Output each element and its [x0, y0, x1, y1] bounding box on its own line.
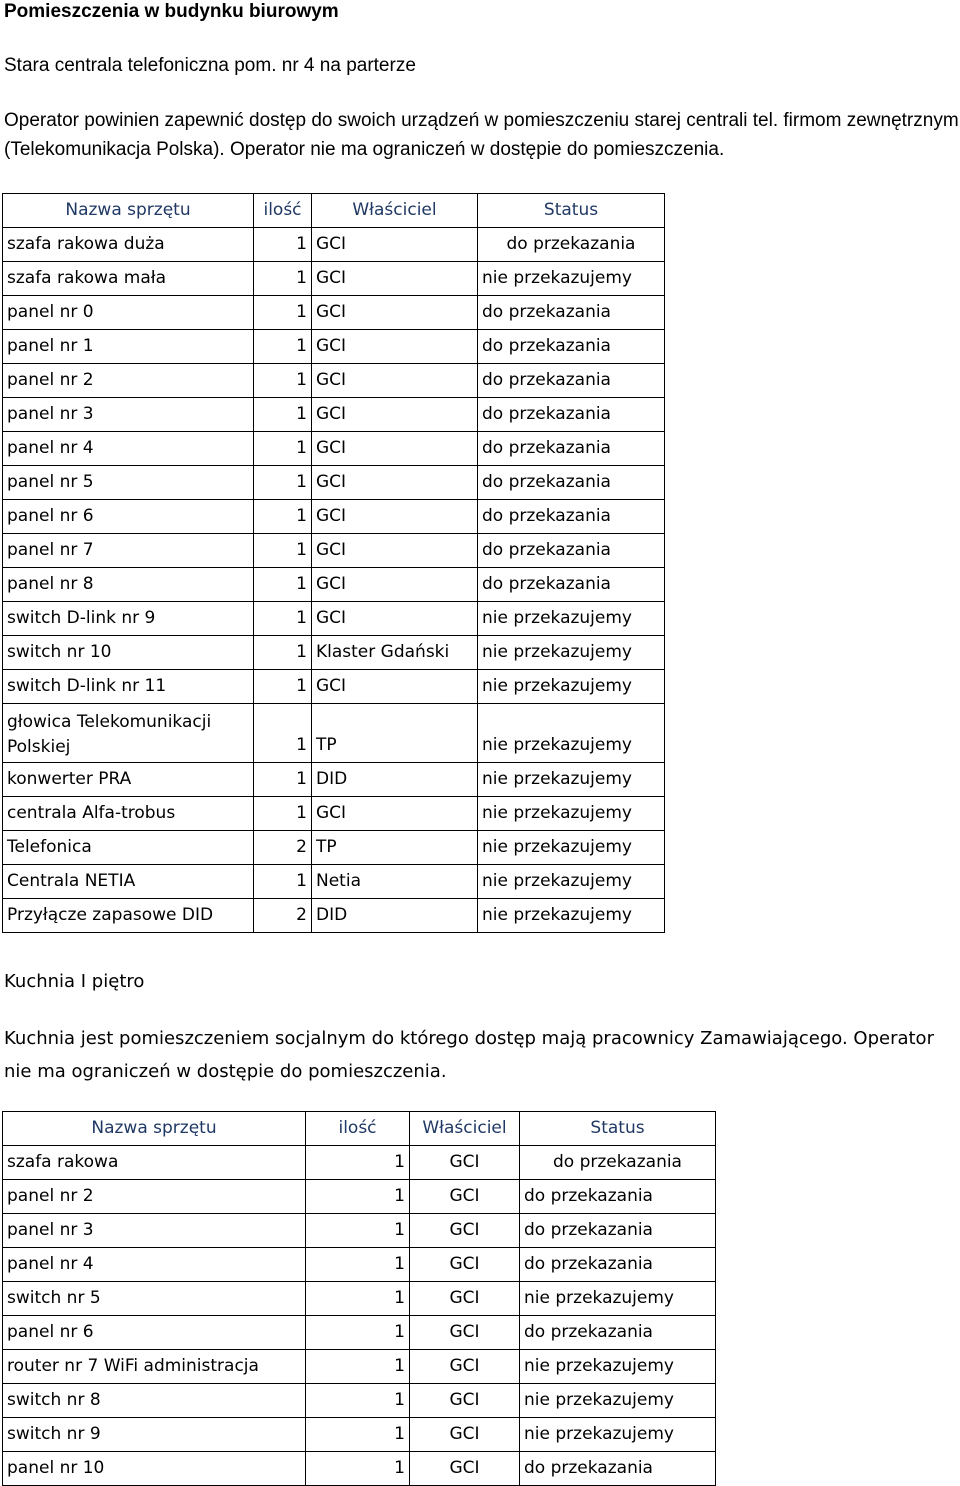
cell-owner: DID	[312, 763, 478, 797]
cell-owner: GCI	[312, 568, 478, 602]
cell-owner: GCI	[410, 1350, 520, 1384]
cell-status: nie przekazujemy	[478, 704, 665, 763]
cell-owner: GCI	[410, 1452, 520, 1486]
col-header-status: Status	[520, 1112, 716, 1146]
table-row	[3, 398, 665, 432]
cell-owner: GCI	[410, 1282, 520, 1316]
cell-name: panel nr 2	[3, 1180, 306, 1214]
cell-owner: Klaster Gdański	[312, 636, 478, 670]
cell-qty: 1	[254, 534, 312, 568]
cell-status: do przekazania	[478, 364, 665, 398]
cell-name: panel nr 4	[3, 432, 254, 466]
table-row	[3, 1282, 716, 1316]
cell-status: do przekazania	[478, 398, 665, 432]
cell-owner: GCI	[410, 1316, 520, 1350]
cell-owner: GCI	[410, 1384, 520, 1418]
col-header-status: Status	[478, 194, 665, 228]
cell-name: switch nr 10	[3, 636, 254, 670]
cell-owner: GCI	[312, 262, 478, 296]
col-header-name: Nazwa sprzętu	[3, 194, 254, 228]
cell-qty: 2	[254, 899, 312, 933]
cell-qty: 1	[254, 364, 312, 398]
table-row	[3, 636, 665, 670]
table-header-row	[3, 194, 665, 228]
cell-qty: 1	[306, 1248, 410, 1282]
cell-name: konwerter PRA	[3, 763, 254, 797]
cell-owner: TP	[312, 831, 478, 865]
room-description-1: Operator powinien zapewnić dostęp do swoich urządzeń w pomieszczeniu starej centrali tel. firmom zewnętrznym (Telekomunikacja Polska). Operator nie ma ograniczeń w dostępie do pomieszczenia.	[4, 110, 959, 160]
cell-name: panel nr 4	[3, 1248, 306, 1282]
cell-owner: GCI	[312, 330, 478, 364]
cell-name: głowica Telekomunikacji Polskiej	[3, 704, 254, 763]
cell-name: szafa rakowa mała	[3, 262, 254, 296]
table-row	[3, 899, 665, 933]
cell-name: Przyłącze zapasowe DID	[3, 899, 254, 933]
cell-status: nie przekazujemy	[520, 1418, 716, 1452]
cell-qty: 1	[254, 296, 312, 330]
cell-status: do przekazania	[520, 1452, 716, 1486]
cell-qty: 1	[254, 670, 312, 704]
col-header-name: Nazwa sprzętu	[3, 1112, 306, 1146]
cell-qty: 1	[306, 1180, 410, 1214]
cell-qty: 1	[306, 1350, 410, 1384]
cell-status: do przekazania	[478, 432, 665, 466]
cell-name: panel nr 0	[3, 296, 254, 330]
cell-status: nie przekazujemy	[478, 670, 665, 704]
table-row	[3, 1384, 716, 1418]
cell-status: nie przekazujemy	[478, 899, 665, 933]
cell-owner: TP	[312, 704, 478, 763]
cell-name: panel nr 6	[3, 500, 254, 534]
cell-qty: 1	[254, 466, 312, 500]
cell-qty: 1	[306, 1316, 410, 1350]
cell-status: nie przekazujemy	[478, 797, 665, 831]
cell-name: centrala Alfa-trobus	[3, 797, 254, 831]
cell-name: panel nr 6	[3, 1316, 306, 1350]
cell-name: panel nr 3	[3, 1214, 306, 1248]
cell-status: nie przekazujemy	[478, 763, 665, 797]
cell-owner: GCI	[312, 534, 478, 568]
col-header-owner: Właściciel	[410, 1112, 520, 1146]
cell-name: panel nr 5	[3, 466, 254, 500]
cell-name: switch nr 5	[3, 1282, 306, 1316]
table-row	[3, 568, 665, 602]
cell-status: do przekazania	[478, 500, 665, 534]
table-row	[3, 763, 665, 797]
cell-qty: 1	[306, 1282, 410, 1316]
cell-status: do przekazania	[520, 1248, 716, 1282]
cell-status: do przekazania	[520, 1316, 716, 1350]
room-title-1: Stara centrala telefoniczna pom. nr 4 na parterze	[4, 55, 416, 76]
table-row	[3, 1146, 716, 1180]
cell-status: nie przekazujemy	[478, 636, 665, 670]
cell-status: do przekazania	[520, 1214, 716, 1248]
cell-name: panel nr 8	[3, 568, 254, 602]
cell-status: do przekazania	[478, 330, 665, 364]
table-row	[3, 432, 665, 466]
cell-owner: GCI	[410, 1180, 520, 1214]
col-header-qty: ilość	[254, 194, 312, 228]
col-header-qty: ilość	[306, 1112, 410, 1146]
cell-qty: 1	[254, 704, 312, 763]
cell-qty: 1	[306, 1214, 410, 1248]
cell-owner: GCI	[312, 500, 478, 534]
cell-qty: 1	[254, 330, 312, 364]
cell-name: Telefonica	[3, 831, 254, 865]
cell-qty: 1	[306, 1146, 410, 1180]
cell-qty: 1	[254, 636, 312, 670]
cell-status: do przekazania	[478, 534, 665, 568]
cell-owner: GCI	[312, 466, 478, 500]
cell-status: nie przekazujemy	[520, 1384, 716, 1418]
cell-qty: 1	[254, 262, 312, 296]
col-header-owner: Właściciel	[312, 194, 478, 228]
table-row	[3, 228, 665, 262]
table-row	[3, 1316, 716, 1350]
table-row	[3, 1248, 716, 1282]
cell-qty: 1	[254, 602, 312, 636]
equipment-table-1	[2, 193, 665, 933]
table-row	[3, 262, 665, 296]
cell-qty: 1	[306, 1418, 410, 1452]
cell-owner: GCI	[312, 296, 478, 330]
cell-owner: GCI	[312, 602, 478, 636]
cell-status: nie przekazujemy	[478, 831, 665, 865]
cell-qty: 1	[254, 500, 312, 534]
cell-status: do przekazania	[478, 466, 665, 500]
cell-qty: 1	[254, 568, 312, 602]
table-row	[3, 1350, 716, 1384]
table-row	[3, 704, 665, 763]
room-description-2: Kuchnia jest pomieszczeniem socjalnym do którego dostęp mają pracownicy Zamawiającego. Operator nie ma ograniczeń w dostępie do pomieszczenia.	[4, 1028, 934, 1082]
table-row	[3, 330, 665, 364]
cell-status: nie przekazujemy	[520, 1282, 716, 1316]
cell-name: switch nr 8	[3, 1384, 306, 1418]
table-row	[3, 670, 665, 704]
cell-qty: 1	[306, 1452, 410, 1486]
cell-name: panel nr 3	[3, 398, 254, 432]
room-title-2: Kuchnia I piętro	[4, 971, 145, 992]
cell-qty: 2	[254, 831, 312, 865]
cell-status: nie przekazujemy	[478, 262, 665, 296]
cell-owner: GCI	[312, 432, 478, 466]
cell-status: nie przekazujemy	[478, 865, 665, 899]
table-row	[3, 865, 665, 899]
cell-owner: GCI	[410, 1418, 520, 1452]
cell-name: panel nr 7	[3, 534, 254, 568]
cell-status: do przekazania	[478, 228, 665, 262]
cell-qty: 1	[254, 228, 312, 262]
cell-status: do przekazania	[478, 296, 665, 330]
cell-name: szafa rakowa duża	[3, 228, 254, 262]
cell-qty: 1	[254, 865, 312, 899]
cell-qty: 1	[254, 797, 312, 831]
table-row	[3, 831, 665, 865]
cell-name: panel nr 1	[3, 330, 254, 364]
cell-name: panel nr 10	[3, 1452, 306, 1486]
table-row	[3, 296, 665, 330]
cell-owner: GCI	[410, 1248, 520, 1282]
cell-owner: Netia	[312, 865, 478, 899]
equipment-table-2	[2, 1111, 716, 1486]
cell-owner: GCI	[312, 364, 478, 398]
cell-name: switch D-link nr 11	[3, 670, 254, 704]
table-row	[3, 534, 665, 568]
cell-name: switch nr 9	[3, 1418, 306, 1452]
table-row	[3, 1214, 716, 1248]
table-row	[3, 1452, 716, 1486]
table-row	[3, 364, 665, 398]
cell-qty: 1	[306, 1384, 410, 1418]
cell-status: do przekazania	[478, 568, 665, 602]
table-row	[3, 602, 665, 636]
cell-owner: DID	[312, 899, 478, 933]
cell-owner: GCI	[312, 398, 478, 432]
cell-owner: GCI	[312, 228, 478, 262]
cell-status: do przekazania	[520, 1180, 716, 1214]
table-row	[3, 466, 665, 500]
table-header-row	[3, 1112, 716, 1146]
cell-qty: 1	[254, 432, 312, 466]
cell-name: switch D-link nr 9	[3, 602, 254, 636]
table-row	[3, 1418, 716, 1452]
cell-owner: GCI	[312, 670, 478, 704]
table-row	[3, 797, 665, 831]
cell-name: router nr 7 WiFi administracja	[3, 1350, 306, 1384]
page-heading: Pomieszczenia w budynku biurowym	[4, 1, 339, 22]
cell-qty: 1	[254, 398, 312, 432]
cell-status: nie przekazujemy	[520, 1350, 716, 1384]
table-row	[3, 500, 665, 534]
cell-name: szafa rakowa	[3, 1146, 306, 1180]
cell-name: panel nr 2	[3, 364, 254, 398]
cell-status: do przekazania	[520, 1146, 716, 1180]
cell-owner: GCI	[410, 1146, 520, 1180]
cell-status: nie przekazujemy	[478, 602, 665, 636]
table-row	[3, 1180, 716, 1214]
cell-owner: GCI	[312, 797, 478, 831]
cell-qty: 1	[254, 763, 312, 797]
cell-name: Centrala NETIA	[3, 865, 254, 899]
cell-owner: GCI	[410, 1214, 520, 1248]
